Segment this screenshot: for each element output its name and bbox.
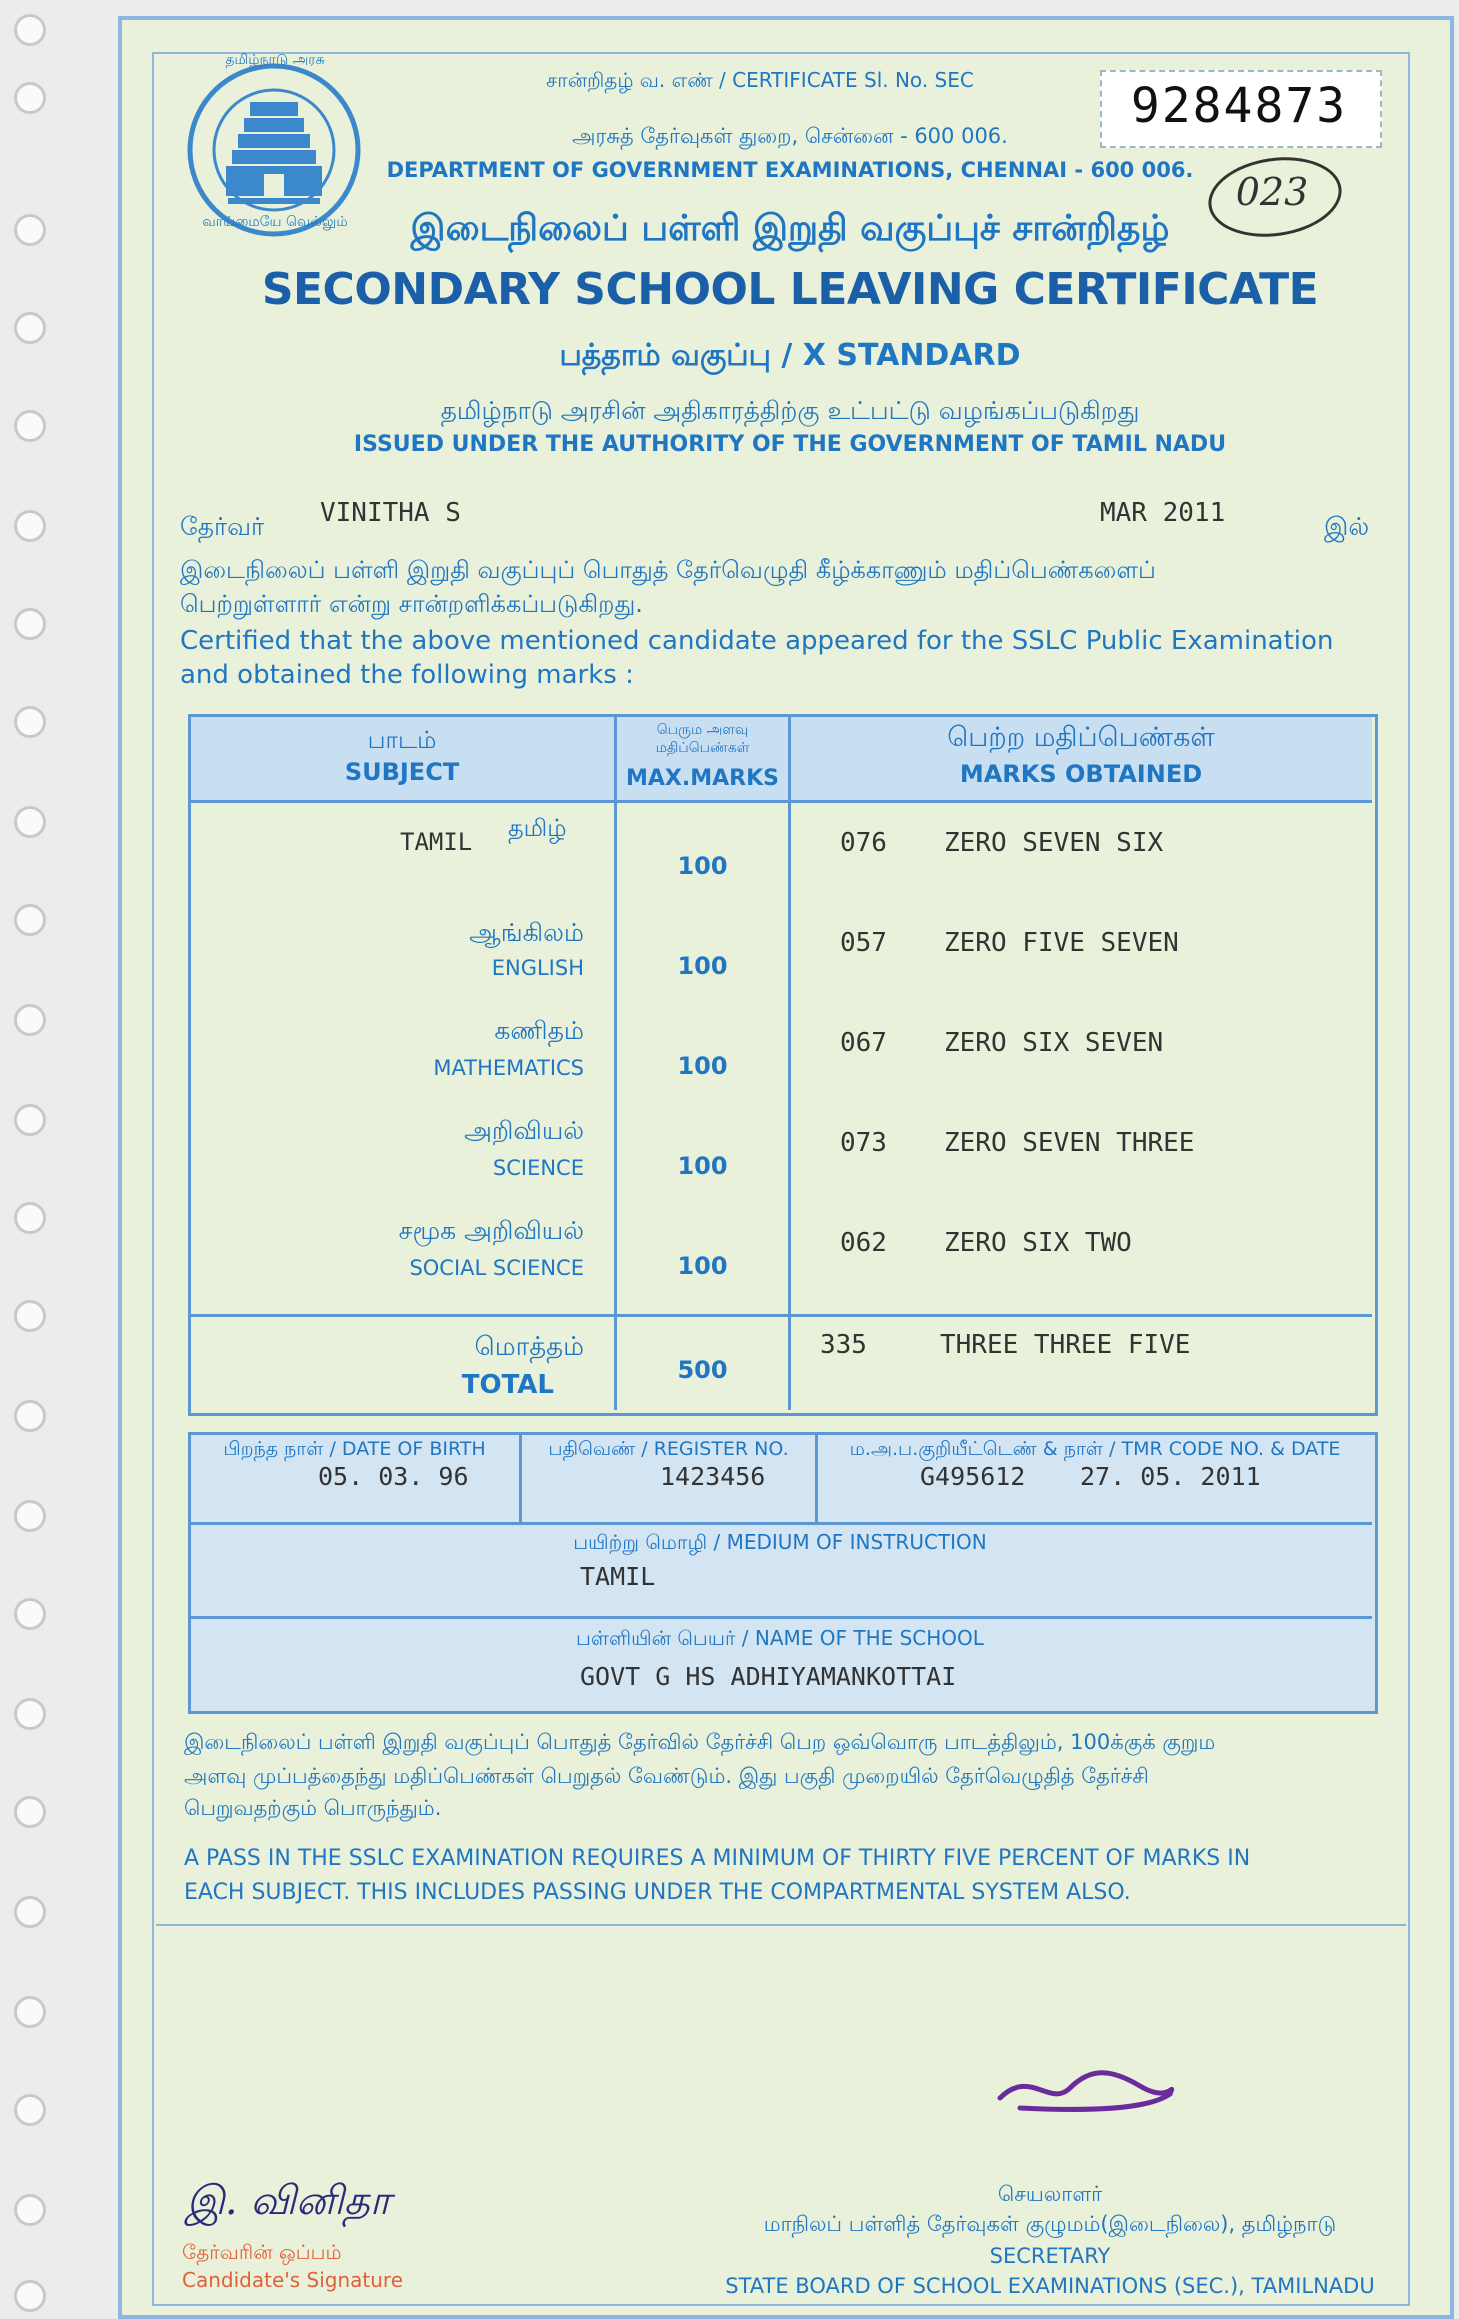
marks-words: ZERO SEVEN SIX bbox=[944, 828, 1164, 858]
subject-tamil: ஆங்கிலம் bbox=[469, 918, 584, 947]
marks-words: ZERO SIX SEVEN bbox=[944, 1028, 1164, 1058]
subject-english: ENGLISH bbox=[491, 956, 584, 980]
punched-holes bbox=[0, 0, 70, 2319]
handwritten-number: 023 bbox=[1235, 170, 1309, 214]
authority-english: ISSUED UNDER THE AUTHORITY OF THE GOVERNMENT OF TAMIL NADU bbox=[353, 432, 1227, 457]
title-tamil: இடைநிலைப் பள்ளி இறுதி வகுப்புச் சான்றிதழ் bbox=[410, 208, 1170, 249]
max-marks: 100 bbox=[677, 852, 728, 880]
max-marks: 100 bbox=[677, 952, 728, 980]
standard: பத்தாம் வகுப்பு / X STANDARD bbox=[559, 338, 1021, 373]
tmr-label: ம.அ.ப.குறியீட்டெண் & நாள் / TMR CODE NO. & DATE bbox=[849, 1438, 1341, 1460]
max-marks: 100 bbox=[677, 1152, 728, 1180]
candidate-label: தேர்வர் bbox=[180, 512, 265, 541]
board-english: STATE BOARD OF SCHOOL EXAMINATIONS (SEC.), TAMILNADU bbox=[725, 2274, 1375, 2298]
secretary-signature-text bbox=[1000, 2062, 1003, 2063]
register-label: பதிவெண் / REGISTER NO. bbox=[548, 1438, 789, 1460]
dept-tamil: அரசுத் தேர்வுகள் துறை, சென்னை - 600 006. bbox=[572, 124, 1008, 148]
dob-label: பிறந்த நாள் / DATE OF BIRTH bbox=[223, 1438, 486, 1460]
serial-label: சான்றிதழ் வ. எண் / CERTIFICATE Sl. No. SEC bbox=[546, 68, 974, 92]
max-marks: 100 bbox=[677, 1052, 728, 1080]
col-max-tamil-1: பெரும அளவு bbox=[656, 722, 749, 738]
marks-obtained: 076 bbox=[840, 828, 887, 858]
dept-english: DEPARTMENT OF GOVERNMENT EXAMINATIONS, CHENNAI - 600 006. bbox=[386, 158, 1194, 182]
note-english-1: A PASS IN THE SSLC EXAMINATION REQUIRES A MINIMUM OF THIRTY FIVE PERCENT OF MARKS IN bbox=[184, 1846, 1251, 1871]
marks-words: ZERO FIVE SEVEN bbox=[944, 928, 1179, 958]
col-max-tamil-2: மதிப்பெண்கள் bbox=[655, 740, 750, 756]
tmr-code: G495612 bbox=[920, 1462, 1026, 1491]
cert-tamil-1: இடைநிலைப் பள்ளி இறுதி வகுப்புப் பொதுத் தேர்வெழுதி கீழ்க்காணும் மதிப்பெண்களைப் bbox=[180, 556, 1156, 584]
total-max: 500 bbox=[677, 1356, 728, 1384]
total-marks: 335 bbox=[820, 1330, 867, 1360]
total-words: THREE THREE FIVE bbox=[940, 1330, 1191, 1360]
total-english: TOTAL bbox=[461, 1370, 554, 1400]
candidate-signature: இ. வினிதா bbox=[186, 2178, 391, 2224]
col-subject-tamil: பாடம் bbox=[367, 726, 437, 754]
max-marks: 100 bbox=[677, 1252, 728, 1280]
serial-number: 9284873 bbox=[1130, 78, 1348, 134]
title-english: SECONDARY SCHOOL LEAVING CERTIFICATE bbox=[261, 264, 1319, 315]
note-tamil-2: அளவு முப்பத்தைந்து மதிப்பெண்கள் பெறுதல் வேண்டும். இது பகுதி முறையில் தேர்வெழுதித் தேர்ச்சி bbox=[184, 1764, 1149, 1788]
cert-english-2: and obtained the following marks : bbox=[180, 660, 634, 690]
emblem-text-bottom: வாய்மையே வெல்லும் bbox=[202, 214, 348, 230]
secretary-english: SECRETARY bbox=[989, 2244, 1111, 2268]
subject-english: SOCIAL SCIENCE bbox=[409, 1256, 584, 1280]
candidate-suffix: இல் bbox=[1324, 512, 1370, 541]
subject-tamil: அறிவியல் bbox=[464, 1116, 584, 1145]
cert-english-1: Certified that the above mentioned candidate appeared for the SSLC Public Examination bbox=[180, 626, 1334, 656]
subject-tamil: தமிழ் bbox=[508, 814, 567, 842]
medium-value: TAMIL bbox=[580, 1562, 656, 1591]
marks-obtained: 067 bbox=[840, 1028, 887, 1058]
col-subject: SUBJECT bbox=[344, 758, 460, 786]
secretary-signature bbox=[990, 2058, 1190, 2118]
note-tamil-3: பெறுவதற்கும் பொருந்தும். bbox=[184, 1796, 442, 1820]
medium-label: பயிற்று மொழி / MEDIUM OF INSTRUCTION bbox=[573, 1530, 987, 1554]
board-tamil: மாநிலப் பள்ளித் தேர்வுகள் குழுமம்(இடைநிலை), தமிழ்நாடு bbox=[763, 2212, 1337, 2236]
register-value: 1423456 bbox=[660, 1462, 766, 1491]
cand-sig-english: Candidate's Signature bbox=[182, 2268, 404, 2292]
dob-value: 05. 03. 96 bbox=[318, 1462, 469, 1491]
authority-tamil: தமிழ்நாடு அரசின் அதிகாரத்திற்கு உட்பட்டு வழங்கப்படுகிறது bbox=[440, 396, 1140, 425]
subject-english: TAMIL bbox=[400, 828, 473, 856]
marks-words: ZERO SEVEN THREE bbox=[944, 1128, 1195, 1158]
marks-obtained: 057 bbox=[840, 928, 887, 958]
candidate-name: VINITHA S bbox=[320, 498, 461, 528]
note-english-2: EACH SUBJECT. THIS INCLUDES PASSING UNDER THE COMPARTMENTAL SYSTEM ALSO. bbox=[184, 1880, 1131, 1905]
subject-tamil: சமூக அறிவியல் bbox=[398, 1216, 584, 1245]
subject-english: SCIENCE bbox=[492, 1156, 584, 1180]
marks-obtained: 073 bbox=[840, 1128, 887, 1158]
subject-english: MATHEMATICS bbox=[433, 1056, 584, 1080]
col-obtained-tamil: பெற்ற மதிப்பெண்கள் bbox=[947, 722, 1215, 753]
cert-tamil-2: பெற்றுள்ளார் என்று சான்றளிக்கப்படுகிறது. bbox=[180, 590, 643, 618]
col-max: MAX.MARKS bbox=[626, 766, 779, 791]
marks-words: ZERO SIX TWO bbox=[944, 1228, 1132, 1258]
cand-sig-tamil: தேர்வரின் ஒப்பம் bbox=[182, 2240, 342, 2264]
school-value: GOVT G HS ADHIYAMANKOTTAI bbox=[580, 1662, 957, 1691]
note-tamil-1: இடைநிலைப் பள்ளி இறுதி வகுப்புப் பொதுத் தேர்வில் தேர்ச்சி பெற ஒவ்வொரு பாடத்திலும், 100க்குக் குறும bbox=[184, 1730, 1216, 1754]
school-label: பள்ளியின் பெயர் / NAME OF THE SCHOOL bbox=[576, 1626, 984, 1650]
marks-obtained: 062 bbox=[840, 1228, 887, 1258]
subject-tamil: கணிதம் bbox=[494, 1016, 584, 1045]
exam-session: MAR 2011 bbox=[1100, 498, 1226, 528]
total-tamil: மொத்தம் bbox=[474, 1332, 584, 1362]
emblem-text-top: தமிழ்நாடு அரசு bbox=[225, 52, 325, 68]
secretary-tamil: செயலாளர் bbox=[997, 2182, 1103, 2206]
tmr-date: 27. 05. 2011 bbox=[1080, 1462, 1261, 1491]
col-obtained: MARKS OBTAINED bbox=[959, 760, 1203, 788]
